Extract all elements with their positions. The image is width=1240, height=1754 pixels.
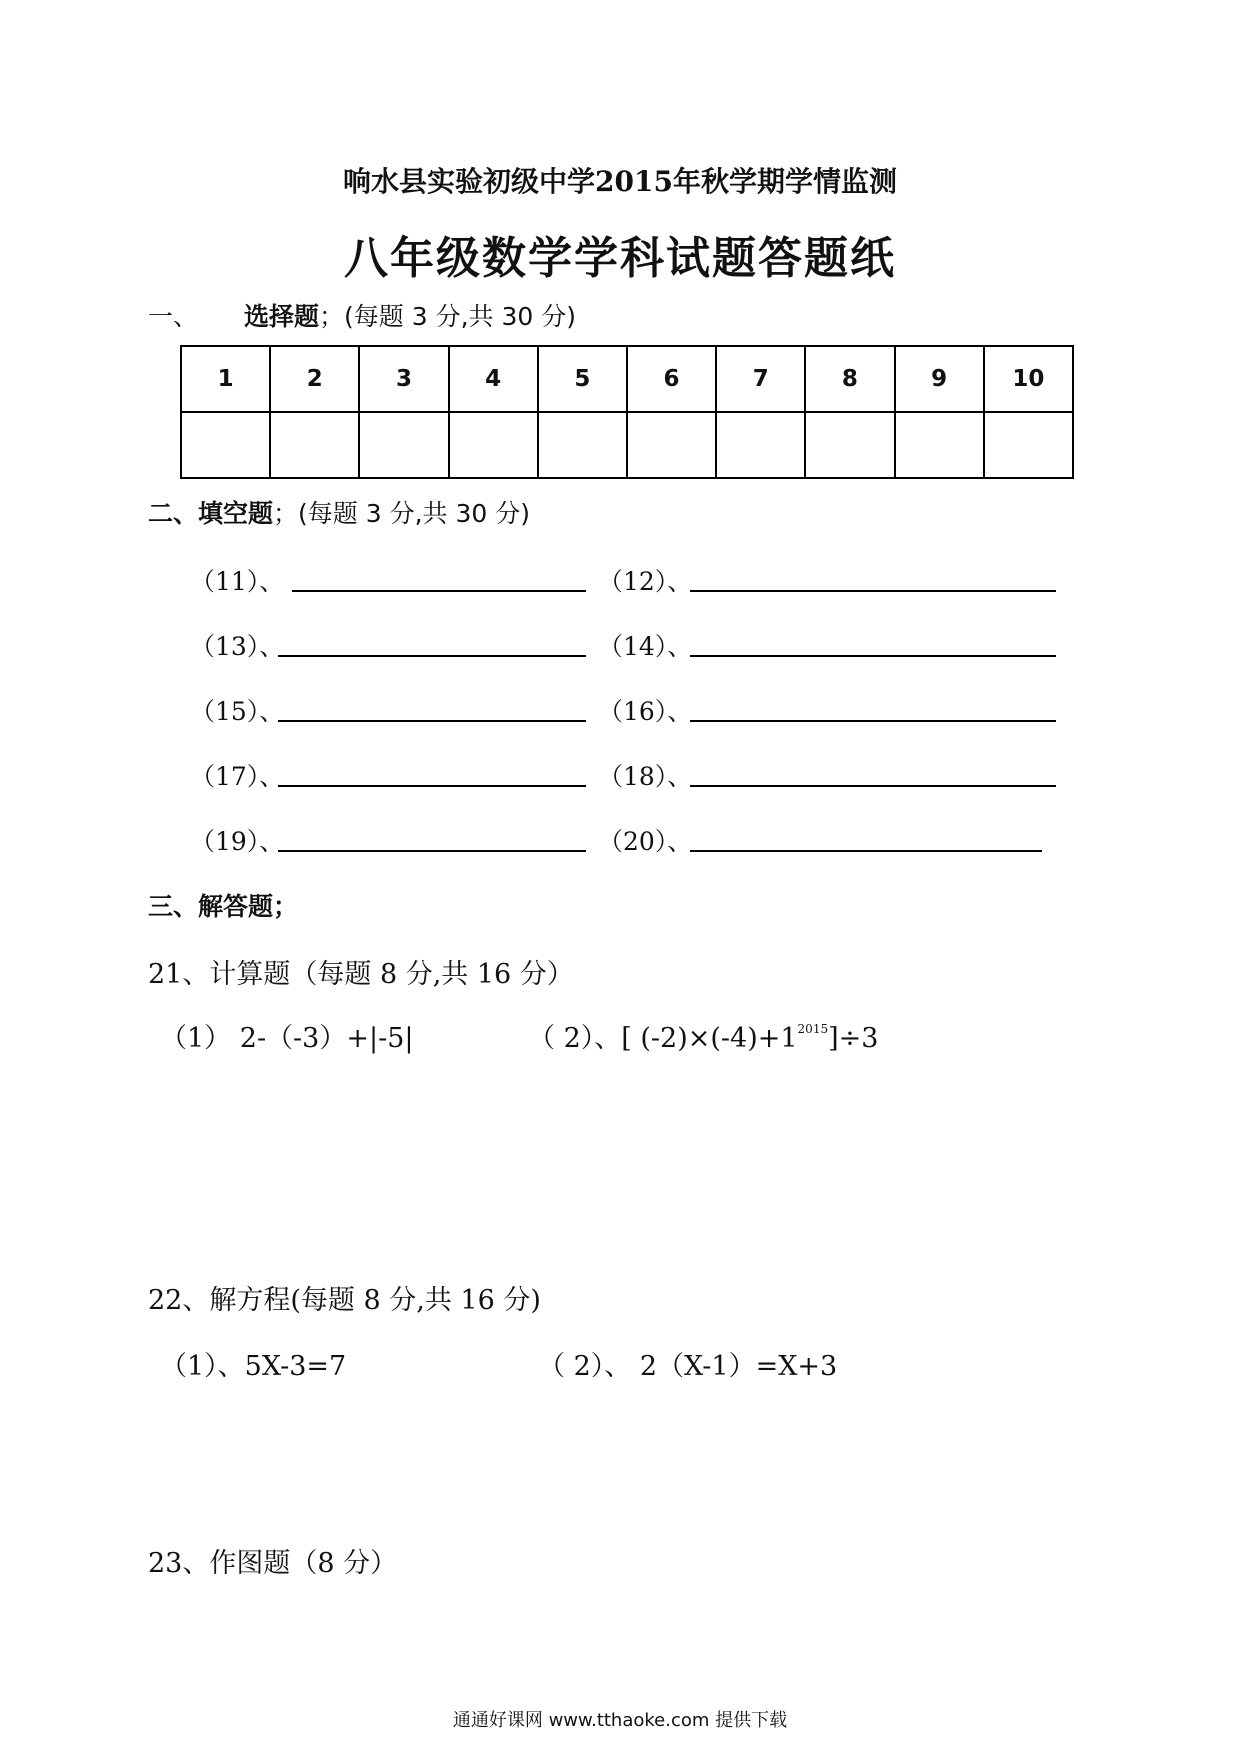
- q22-part1: （1）、5X-3=7: [160, 1351, 347, 1382]
- question-number-cell: 7: [716, 346, 805, 412]
- q22-title: 22、解方程(每题 8 分,共 16 分): [148, 1285, 541, 1316]
- answer-line-13[interactable]: [278, 655, 586, 657]
- question-number-cell: 10: [984, 346, 1073, 412]
- section-1-label: 选择题: [244, 302, 320, 331]
- blank-label-17: （17）、: [190, 762, 285, 791]
- q21-part2-exponent: 2015: [797, 1022, 829, 1036]
- blank-label-18: （18）、: [598, 762, 693, 791]
- section-1-heading: [148, 297, 576, 333]
- answer-line-18[interactable]: [690, 785, 1056, 787]
- answer-grid: [180, 345, 1074, 479]
- answer-line-12[interactable]: [690, 590, 1056, 592]
- answer-cell[interactable]: [538, 412, 627, 478]
- exam-subtitle: 响水县实验初级中学2015年秋学期学情监测: [343, 165, 897, 198]
- q22-part2: （ 2）、 2（X-1）=X+3: [538, 1351, 838, 1382]
- answer-line-14[interactable]: [690, 655, 1056, 657]
- section-2-note: ；(每题 3 分,共 30 分): [273, 499, 530, 528]
- answer-cell[interactable]: [984, 412, 1073, 478]
- answer-line-15[interactable]: [278, 720, 586, 722]
- question-number-cell: 2: [270, 346, 359, 412]
- answer-grid-answer-row: [181, 412, 1073, 478]
- section-3-label: 三、解答题: [148, 892, 274, 921]
- section-2-heading: [148, 494, 530, 530]
- question-number-cell: 8: [805, 346, 894, 412]
- blank-label-20: （20）、: [598, 827, 693, 856]
- answer-cell[interactable]: [716, 412, 805, 478]
- blank-label-12: （12）、: [598, 567, 693, 596]
- question-number-cell: 6: [627, 346, 716, 412]
- section-3-punct: ；: [273, 892, 299, 921]
- answer-line-11[interactable]: [292, 590, 586, 592]
- blank-label-11: （11）、: [190, 567, 285, 596]
- q21-part2-expression: （ 2）、[ (-2)×(-4)+1: [528, 1023, 798, 1054]
- section-1-number: 一、: [148, 302, 199, 331]
- answer-line-17[interactable]: [278, 785, 586, 787]
- answer-cell[interactable]: [627, 412, 716, 478]
- question-number-cell: 5: [538, 346, 627, 412]
- answer-cell[interactable]: [805, 412, 894, 478]
- footer-download-credit: 通通好课网 www.tthaoke.com 提供下载: [452, 1710, 788, 1731]
- section-3-heading: [148, 887, 298, 923]
- blank-label-15: （15）、: [190, 697, 285, 726]
- answer-grid-header-row: [181, 346, 1073, 412]
- page-title: 八年级数学学科试题答题纸: [344, 233, 896, 284]
- blank-label-13: （13）、: [190, 632, 285, 661]
- question-number-cell: 1: [181, 346, 270, 412]
- q21-title: 21、计算题（每题 8 分,共 16 分）: [148, 959, 574, 990]
- answer-line-20[interactable]: [690, 850, 1042, 852]
- blank-label-19: （19）、: [190, 827, 285, 856]
- question-number-cell: 4: [449, 346, 538, 412]
- section-1-note: ；(每题 3 分,共 30 分): [319, 302, 576, 331]
- section-2-label: 二、填空题: [148, 499, 274, 528]
- q21-part1: （1） 2-（-3）+|-5|: [160, 1023, 414, 1054]
- answer-line-16[interactable]: [690, 720, 1056, 722]
- blank-label-16: （16）、: [598, 697, 693, 726]
- question-number-cell: 3: [359, 346, 448, 412]
- q21-part2: [528, 1016, 878, 1055]
- blank-label-14: （14）、: [598, 632, 693, 661]
- question-number-cell: 9: [895, 346, 984, 412]
- answer-cell[interactable]: [181, 412, 270, 478]
- q23-title: 23、作图题（8 分）: [148, 1548, 398, 1579]
- answer-cell[interactable]: [895, 412, 984, 478]
- q21-part2-tail: ]÷3: [828, 1023, 879, 1054]
- answer-cell[interactable]: [359, 412, 448, 478]
- answer-line-19[interactable]: [278, 850, 586, 852]
- answer-cell[interactable]: [449, 412, 538, 478]
- answer-cell[interactable]: [270, 412, 359, 478]
